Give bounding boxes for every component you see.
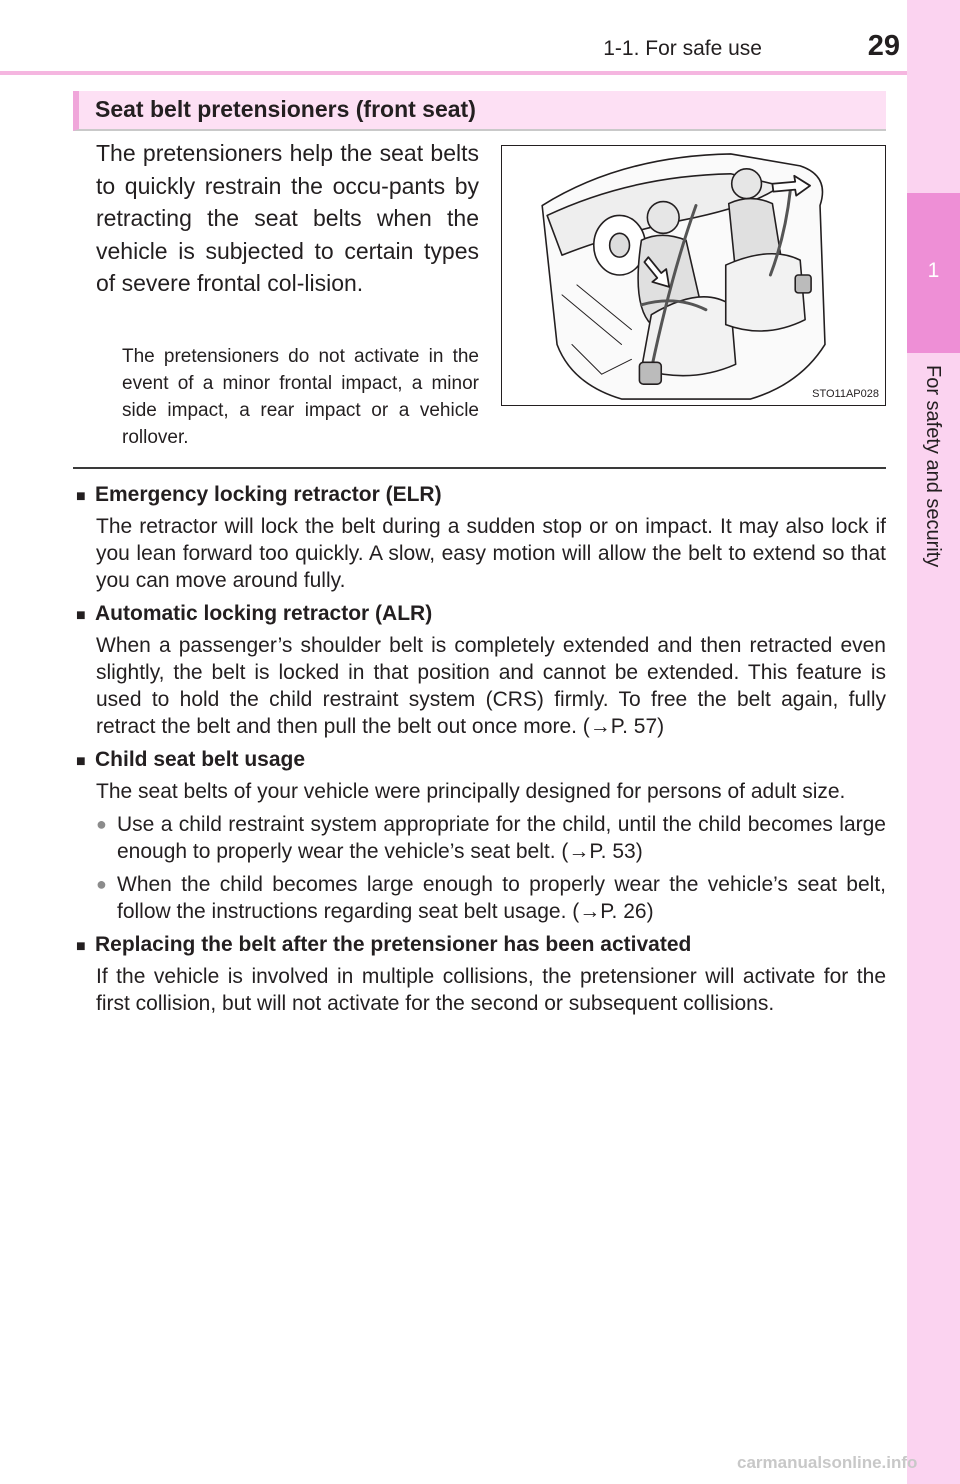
square-bullet-icon: ■ [76, 753, 86, 770]
item-heading [76, 481, 886, 510]
intro-paragraph: The pretensioners help the seat belts to quickly restrain the occu-pants by retracting the seat belts when the vehicle is subjected to certain types of severe frontal col-lision. [96, 140, 479, 297]
car-interior-drawing [502, 146, 885, 405]
circle-bullet-icon: ● [96, 874, 107, 894]
item-elr [76, 481, 886, 594]
item-alr [76, 600, 886, 740]
section-title: Seat belt pretensioners (front seat) [95, 96, 476, 122]
watermark: carmanualsonline.info [737, 1453, 918, 1472]
item-heading-text: Automatic locking retractor (ALR) [95, 602, 433, 625]
item-body: When a passenger’s shoulder belt is completely extended and then retracted even slightly, the belt is locked in that position and cannot be extended. This feature is used to hold the child restraint system (CRS) firmly. To free the belt again, fully retract the belt and then pull the belt out once more. (→P. 57) [96, 634, 886, 738]
figure-code: STO11AP028 [812, 388, 879, 400]
header-rule [0, 71, 907, 75]
item-body: If the vehicle is involved in multiple collisions, the pretensioner will activate for the first collision, but will not activate for the second or subsequent collisions. [96, 965, 886, 1015]
bullet-text: Use a child restraint system appropriate for the child, until the child becomes large enough to properly wear the vehicle’s seat belt. (→P. 53) [117, 813, 886, 863]
section-header [73, 91, 886, 131]
intro-note: The pretensioners do not activate in the event of a minor frontal impact, a minor side impact, a rear impact or a vehicle rollover. [122, 346, 479, 448]
item-body: The retractor will lock the belt during a sudden stop or on impact. It may also lock if you lean forward too quickly. A slow, easy motion will allow the belt to extend so that you can move around fully. [96, 515, 886, 592]
info-items [76, 481, 886, 1023]
circle-bullet-icon: ● [96, 814, 107, 834]
item-heading-text: Replacing the belt after the pretensioner has been activated [95, 933, 692, 956]
item-heading [76, 746, 886, 775]
item-heading [76, 931, 886, 960]
square-bullet-icon: ■ [76, 938, 86, 955]
chapter-title: For safety and security [922, 365, 944, 568]
page-number: 29 [867, 30, 900, 62]
item-heading-text: Emergency locking retractor (ELR) [95, 483, 442, 506]
item-heading [76, 600, 886, 629]
item-child-seat-belt [76, 746, 886, 925]
square-bullet-icon: ■ [76, 607, 86, 624]
item-body: The seat belts of your vehicle were principally designed for persons of adult size. [96, 780, 846, 803]
item-replacing-belt [76, 931, 886, 1017]
header-section-title: 1-1. For safe use [603, 37, 762, 60]
pretensioner-illustration [501, 145, 886, 406]
list-item [96, 811, 886, 865]
item-heading-text: Child seat belt usage [95, 748, 306, 771]
section-divider [73, 467, 886, 469]
chapter-number: 1 [927, 259, 940, 282]
square-bullet-icon: ■ [76, 488, 86, 505]
list-item [96, 871, 886, 925]
bullet-text: When the child becomes large enough to properly wear the vehicle’s seat belt, follow the instructions regarding seat belt usage. (→P. 26) [117, 873, 886, 923]
